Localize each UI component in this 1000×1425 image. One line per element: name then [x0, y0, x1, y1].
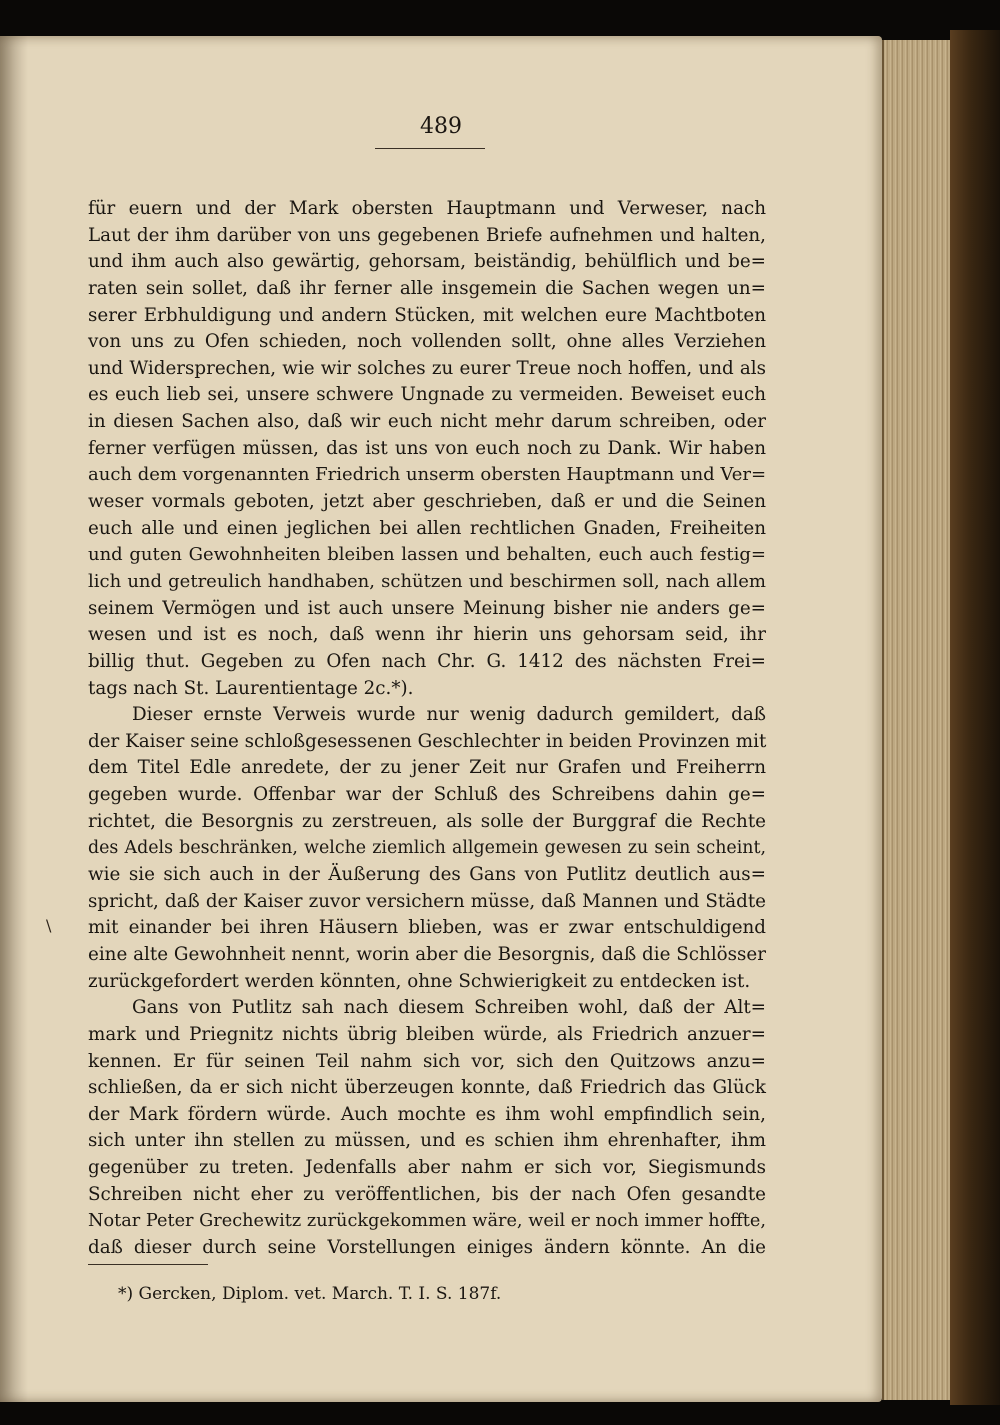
text-line: des Adels beschränken, welche ziemlich allgemein gewesen zu sein scheint, [88, 838, 766, 859]
text-line: Schreiben nicht eher zu veröffentlichen, bis der nach Ofen gesandte [88, 1183, 766, 1205]
margin-mark: \ [46, 916, 52, 935]
text-line: wie sie sich auch in der Äußerung des Gans von Putlitz deutlich aus= [88, 864, 766, 886]
text-line: schließen, da er sich nicht überzeugen konnte, daß Friedrich das Glück [88, 1077, 766, 1099]
text-line: serer Erbhuldigung und andern Stücken, mit welchen eure Machtboten [88, 304, 766, 326]
text-line: eine alte Gewohnheit nennt, worin aber die Besorgnis, daß die Schlösser [88, 943, 766, 965]
text-line: spricht, daß der Kaiser zuvor versichern müsse, daß Mannen und Städte [88, 890, 766, 912]
text-line: in diesen Sachen also, daß wir euch nicht mehr darum schreiben, oder [88, 411, 766, 433]
footnote-rule [88, 1264, 208, 1265]
text-line: seinem Vermögen und ist auch unsere Meinung bisher nie anders ge= [88, 597, 766, 619]
text-line: mit einander bei ihren Häusern blieben, was er zwar entschuldigend [88, 917, 766, 939]
footnote: *) Gercken, Diplom. vet. March. T. I. S. 187f. [118, 1284, 502, 1304]
text-line: billig thut. Gegeben zu Ofen nach Chr. G. 1412 des nächsten Frei= [88, 650, 766, 672]
text-line: wesen und ist es noch, daß wenn ihr hierin uns gehorsam seid, ihr [88, 624, 766, 646]
book-page [0, 36, 882, 1402]
text-line: ferner verfügen müssen, das ist uns von euch noch zu Dank. Wir haben [88, 437, 766, 459]
text-line: gegeben wurde. Offenbar war der Schluß des Schreibens dahin ge= [88, 784, 766, 806]
text-line: der Kaiser seine schloßgesessenen Geschlechter in beiden Provinzen mit [88, 730, 767, 752]
text-line: Notar Peter Grechewitz zurückgekommen wäre, weil er noch immer hoffte, [88, 1211, 766, 1232]
text-line: euch alle und einen jeglichen bei allen rechtlichen Gnaden, Freiheiten [88, 517, 766, 539]
text-line: lich und getreulich handhaben, schützen und beschirmen soll, nach allem [88, 570, 766, 592]
text-line: richtet, die Besorgnis zu zerstreuen, als solle der Burggraf die Rechte [88, 810, 766, 832]
text-line: sich unter ihn stellen zu müssen, und es schien ihm ehrenhafter, ihm [88, 1130, 766, 1152]
text-line: und ihm auch also gewärtig, gehorsam, beiständig, behülflich und be= [88, 251, 766, 273]
text-line: mark und Priegnitz nichts übrig bleiben würde, als Friedrich anzuer= [88, 1023, 766, 1045]
text-line: Gans von Putlitz sah nach diesem Schreiben wohl, daß der Alt= [132, 997, 766, 1019]
text-line: von uns zu Ofen schieden, noch vollenden sollt, ohne alles Verziehen [88, 331, 766, 353]
text-line: zurückgefordert werden könnten, ohne Schwierigkeit zu entdecken ist. [88, 970, 751, 992]
text-line: und Widersprechen, wie wir solches zu eurer Treue noch hoffen, und als [88, 357, 766, 379]
text-line: weser vormals geboten, jetzt aber geschrieben, daß er und die Seinen [88, 491, 766, 513]
text-line: tags nach St. Laurentientage 2c.*). [88, 677, 414, 699]
text-line: gegenüber zu treten. Jedenfalls aber nahm er sich vor, Siegismunds [88, 1157, 766, 1179]
text-line: für euern und der Mark obersten Hauptmann und Verweser, nach [88, 198, 766, 219]
book-cover [950, 30, 1000, 1405]
spine-shadow [0, 36, 28, 1402]
text-line: kennen. Er für seinen Teil nahm sich vor, sich den Quitzows anzu= [88, 1050, 766, 1072]
page-number-rule [375, 148, 485, 149]
text-line: Dieser ernste Verweis wurde nur wenig dadurch gemildert, daß [132, 704, 766, 726]
text-line: raten sein sollet, daß ihr ferner alle insgemein die Sachen wegen un= [88, 277, 766, 299]
page-edges [882, 40, 952, 1400]
text-line: Laut der ihm darüber von uns gegebenen Briefe aufnehmen und halten, [88, 224, 766, 246]
page-number: 489 [420, 114, 462, 139]
text-line: und guten Gewohnheiten bleiben lassen und behalten, euch auch festig= [88, 544, 766, 566]
text-line: daß dieser durch seine Vorstellungen einiges ändern könnte. An die [88, 1236, 766, 1258]
text-line: dem Titel Edle anredete, der zu jener Zeit nur Grafen und Freiherrn [88, 757, 766, 779]
body-text [88, 196, 766, 1262]
text-line: auch dem vorgenannten Friedrich unserm obersten Hauptmann und Ver= [88, 464, 767, 486]
text-line: der Mark fördern würde. Auch mochte es ihm wohl empfindlich sein, [88, 1103, 766, 1125]
text-line: es euch lieb sei, unsere schwere Ungnade zu vermeiden. Beweiset euch [88, 384, 766, 406]
